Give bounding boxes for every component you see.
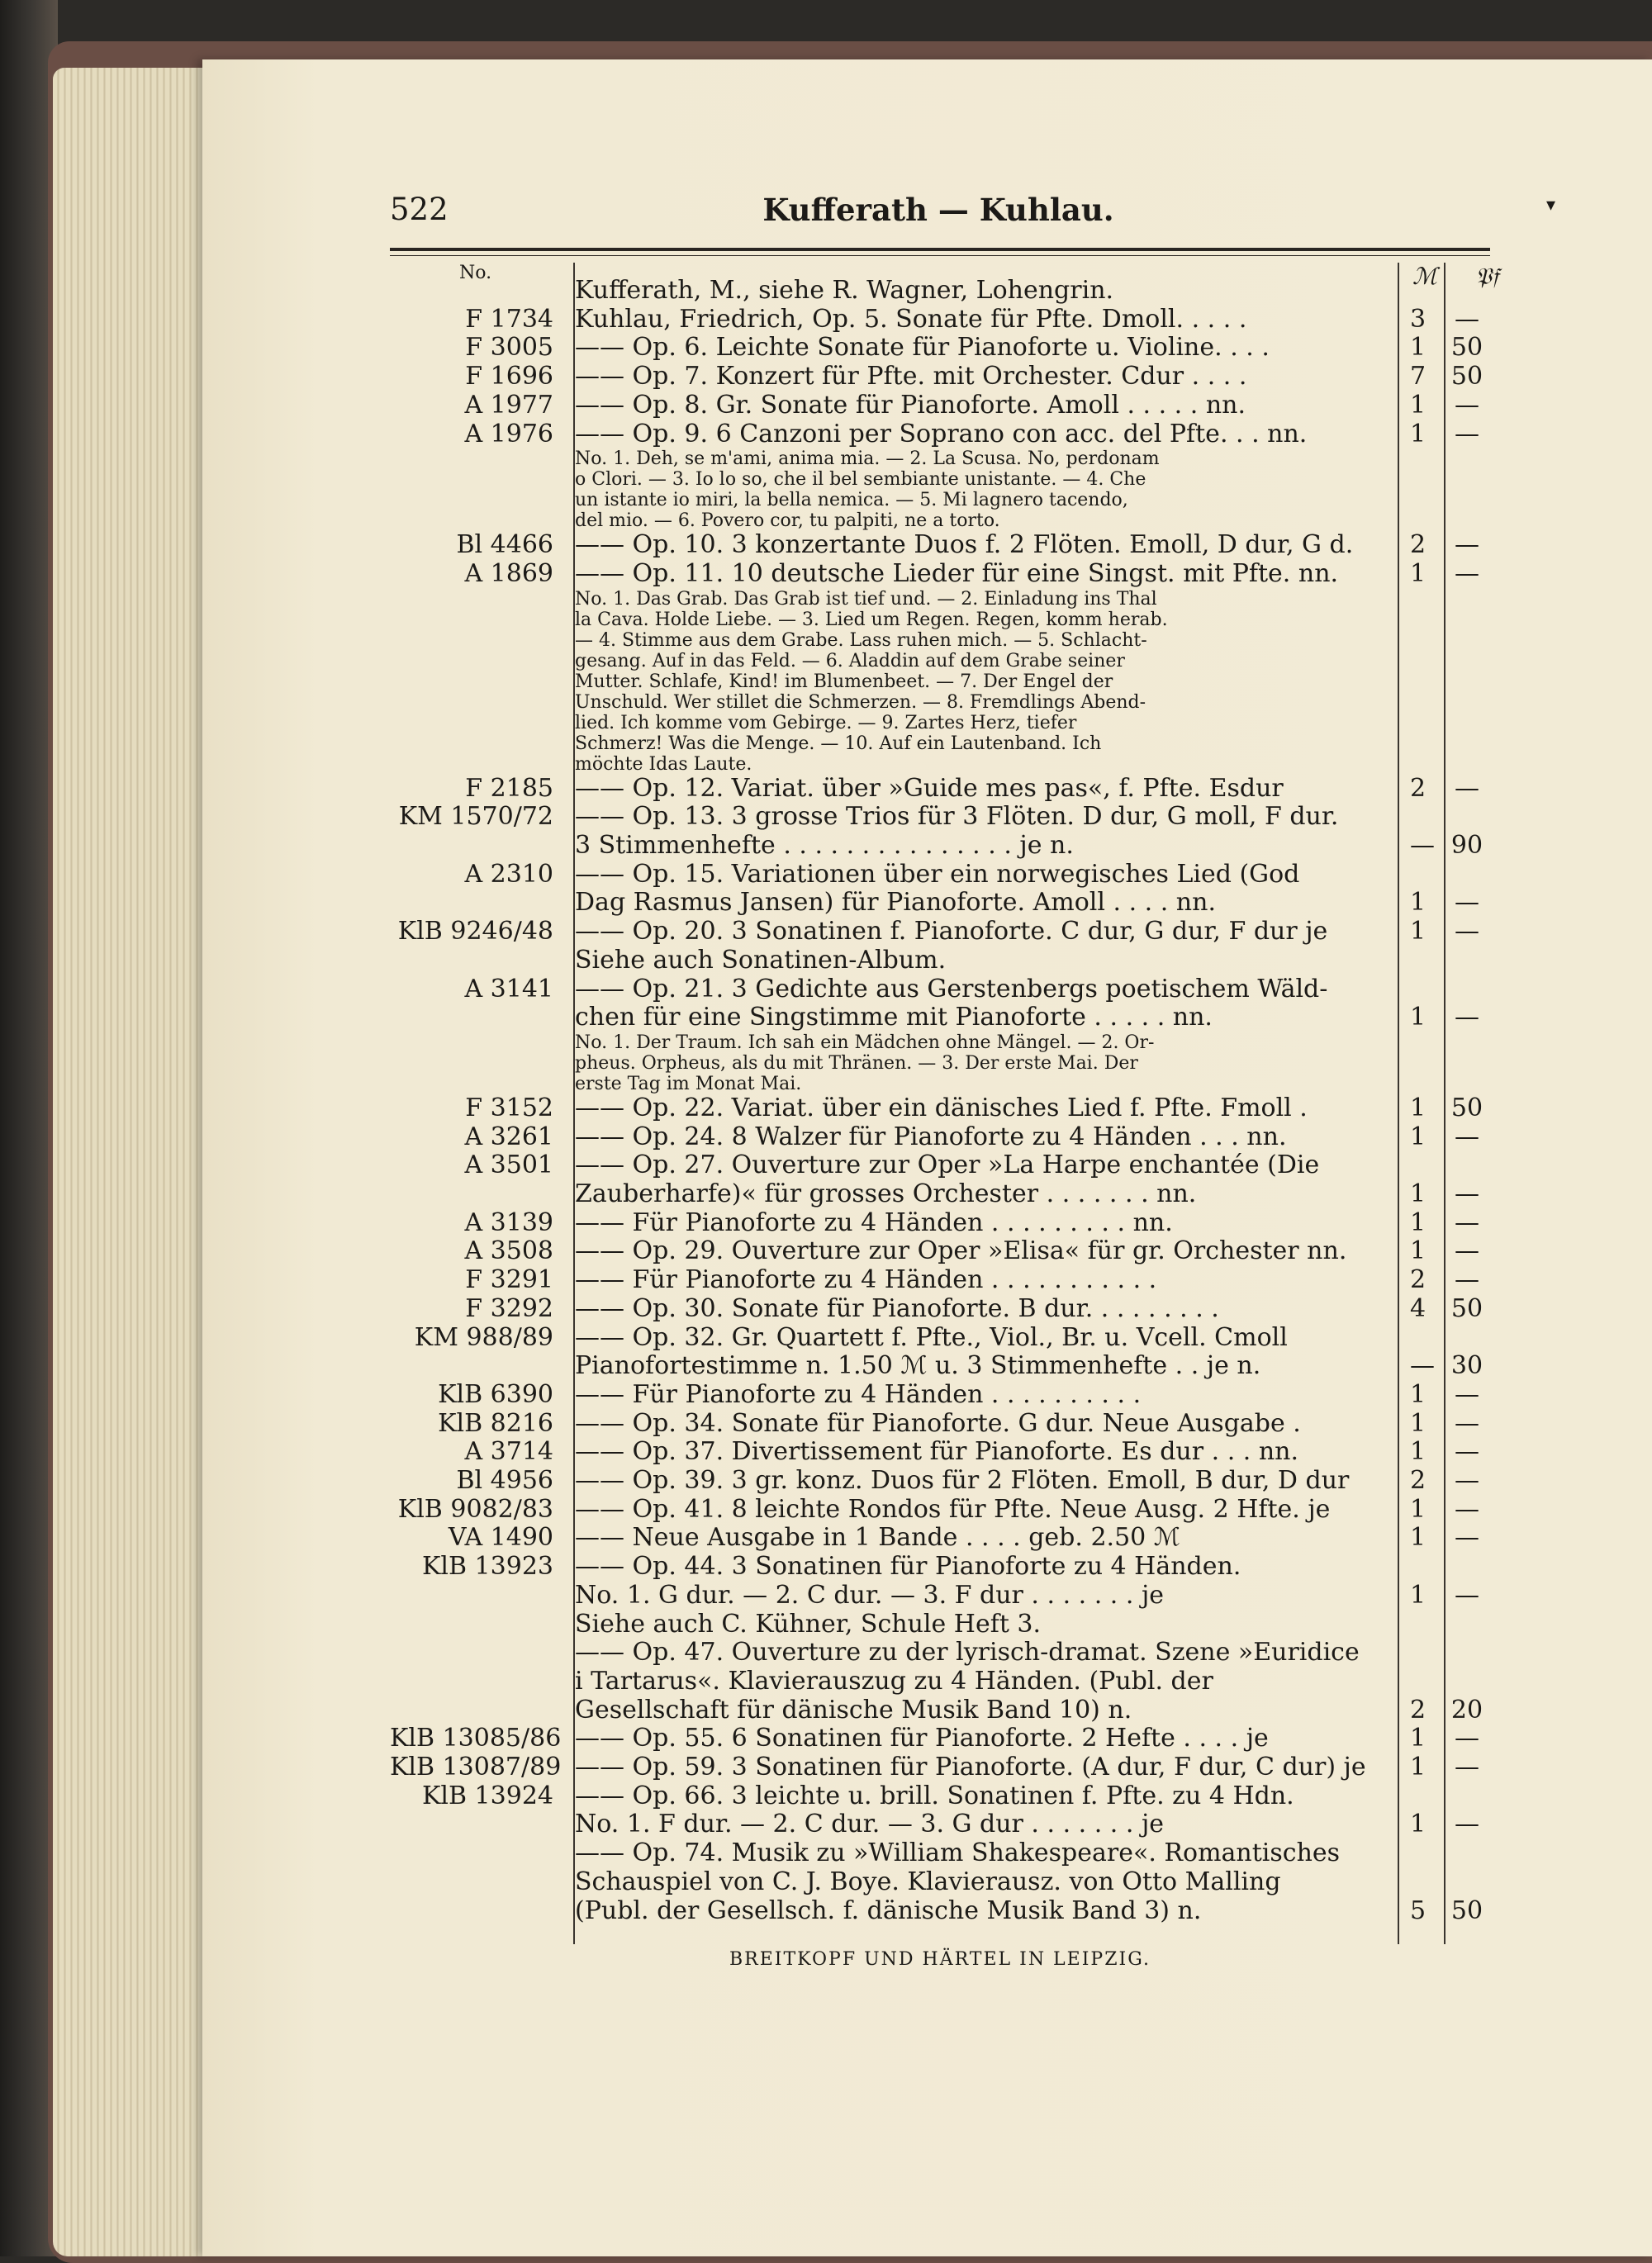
entry-text: —— Op. 21. 3 Gedichte aus Gerstenbergs poetischem Wäld- (575, 974, 1328, 1003)
catalog-line (390, 420, 1490, 449)
price-mark: 1 (1410, 1093, 1427, 1122)
entry-text: —— Op. 12. Variat. über »Guide mes pas«, f. Pfte. Esdur (575, 773, 1284, 803)
catalog-line (390, 490, 1490, 510)
entry-number: KlB 13085/86 (390, 1724, 562, 1753)
entry-text: Kufferath, M., siehe R. Wagner, Lohengrin. (575, 276, 1114, 305)
entry-text: —— Op. 59. 3 Sonatinen für Pianoforte. (A dur, F dur, C dur) je (575, 1753, 1366, 1781)
price-pfennig: — (1455, 1810, 1479, 1839)
entry-text: — 4. Stimme aus dem Grabe. Lass ruhen mich. — 5. Schlacht- (575, 629, 1147, 651)
entry-text: o Clori. — 3. Io lo so, che il bel sembiante unistante. — 4. Che (575, 469, 1146, 491)
price-pfennig: — (1455, 1724, 1479, 1753)
catalog-line (390, 1180, 1490, 1209)
catalog-line (390, 832, 1490, 861)
catalog-line (390, 946, 1490, 975)
entry-number: F 3005 (465, 333, 553, 363)
entry-text: la Cava. Holde Liebe. — 3. Lied um Regen. Regen, komm herab. (575, 609, 1168, 630)
entry-text: möchte Idas Laute. (575, 753, 752, 775)
entry-text: —— Op. 13. 3 grosse Trios für 3 Flöten. D dur, G moll, F dur. (575, 802, 1339, 832)
catalog-line (390, 775, 1490, 804)
catalog-line (390, 1753, 1490, 1782)
catalog-line (390, 589, 1490, 610)
entry-number: Bl 4956 (456, 1466, 553, 1495)
price-mark: 3 (1410, 304, 1427, 334)
price-pfennig: — (1455, 530, 1479, 560)
entry-number: A 3508 (464, 1236, 553, 1266)
catalog-line (390, 671, 1490, 692)
price-pfennig: — (1455, 390, 1479, 420)
price-mark: 1 (1410, 1810, 1427, 1839)
price-mark: 1 (1410, 1379, 1427, 1409)
catalog-line (390, 630, 1490, 651)
price-pfennig: — (1455, 1753, 1479, 1781)
catalog-line (390, 1524, 1490, 1553)
entry-number: F 2185 (465, 773, 553, 803)
entry-text: —— Op. 74. Musik zu »William Shakespeare«. Romantisches (575, 1838, 1341, 1868)
entry-number: F 3292 (465, 1293, 553, 1323)
catalog-line (390, 448, 1490, 469)
catalog-line (390, 1410, 1490, 1439)
price-pfennig: — (1455, 1179, 1479, 1208)
price-mark: 1 (1410, 333, 1427, 363)
price-mark: 2 (1410, 1265, 1427, 1295)
entry-text: —— Op. 55. 6 Sonatinen für Pianoforte. 2 Hefte . . . . je (575, 1724, 1269, 1753)
catalog-line (390, 1611, 1490, 1639)
entry-number: F 1696 (465, 362, 553, 391)
entry-text: —— Op. 22. Variat. über ein dänisches Lied f. Pfte. Fmoll . (575, 1093, 1308, 1122)
entry-text: —— Für Pianoforte zu 4 Händen . . . . . . . . . nn. (575, 1207, 1173, 1237)
price-pfennig: — (1455, 1466, 1479, 1495)
price-pfennig: — (1455, 1265, 1479, 1295)
entry-text: No. 1. Deh, se m'ami, anima mia. — 2. La Scusa. No, perdonam (575, 448, 1160, 470)
entry-number: KM 988/89 (414, 1322, 553, 1352)
catalog-line (390, 1094, 1490, 1123)
catalog-line (390, 1696, 1490, 1725)
price-pfennig: — (1455, 773, 1479, 803)
entry-text: —— Op. 34. Sonate für Pianoforte. G dur. Neue Ausgabe . (575, 1408, 1301, 1438)
catalog-line (390, 918, 1490, 946)
price-pfennig: — (1455, 1122, 1479, 1151)
entry-text: (Publ. der Gesellsch. f. dänische Musik Band 3) n. (575, 1895, 1202, 1925)
price-pfennig: — (1455, 419, 1479, 448)
catalog-line (390, 1839, 1490, 1868)
price-mark: 1 (1410, 1207, 1427, 1237)
column-head-pfennig: 𝔓𝔣 (1475, 263, 1499, 290)
entry-text: Zauberharfe)« für grosses Orchester . . . . . . . nn. (575, 1179, 1197, 1208)
catalog-line (390, 803, 1490, 832)
catalog-line (390, 1209, 1490, 1238)
entry-text: Gesellschaft für dänische Musik Band 10) n. (575, 1695, 1132, 1725)
entry-number: F 1734 (465, 304, 553, 334)
catalog-line (390, 1123, 1490, 1152)
entry-number: A 3261 (464, 1122, 553, 1151)
price-mark: 1 (1410, 888, 1427, 918)
entry-number: KlB 13087/89 (390, 1753, 562, 1781)
entry-text: No. 1. F dur. — 2. C dur. — 3. G dur . . . . . . . je (575, 1810, 1164, 1839)
entry-text: un istante io miri, la bella nemica. — 5. Mi lagnero tacendo, (575, 490, 1128, 511)
entry-number: A 1976 (464, 419, 553, 448)
entry-number: KM 1570/72 (398, 802, 553, 832)
header-rule-thin (390, 255, 1490, 256)
catalog-line (390, 1003, 1490, 1032)
price-mark: 1 (1410, 917, 1427, 946)
catalog-line (390, 1553, 1490, 1582)
catalog-line (390, 1782, 1490, 1811)
entry-text: erste Tag im Monat Mai. (575, 1073, 802, 1094)
entry-text: —— Op. 41. 8 leichte Rondos für Pfte. Neue Ausg. 2 Hfte. je (575, 1494, 1331, 1524)
entry-text: Schmerz! Was die Menge. — 10. Auf ein Lautenband. Ich (575, 733, 1102, 754)
entry-text: —— Op. 30. Sonate für Pianoforte. B dur. . . . . . . . . (575, 1293, 1219, 1323)
entry-number: A 2310 (464, 859, 553, 889)
catalog-line (390, 1897, 1490, 1926)
catalog-line (390, 1810, 1490, 1839)
entry-text: —— Für Pianoforte zu 4 Händen . . . . . . . . . . . (575, 1265, 1157, 1295)
entry-text: —— Op. 8. Gr. Sonate für Pianoforte. Amoll . . . . . nn. (575, 390, 1246, 420)
price-pfennig: 20 (1450, 1695, 1483, 1725)
price-pfennig: — (1455, 888, 1479, 918)
entry-number: A 3501 (464, 1150, 553, 1180)
price-mark: — (1410, 1351, 1435, 1381)
price-mark: 2 (1410, 530, 1427, 560)
catalog-line (390, 975, 1490, 1004)
price-pfennig: — (1455, 1379, 1479, 1409)
price-pfennig: — (1455, 1580, 1479, 1610)
entry-number: KlB 6390 (438, 1379, 553, 1409)
entry-text: —— Op. 27. Ouverture zur Oper »La Harpe enchantée (Die (575, 1150, 1320, 1180)
price-pfennig: 50 (1450, 1895, 1483, 1925)
entry-text: 3 Stimmenhefte . . . . . . . . . . . . . . . je n. (575, 831, 1074, 860)
entry-text: gesang. Auf in das Feld. — 6. Aladdin auf dem Grabe seiner (575, 650, 1125, 671)
catalog-line (390, 277, 1490, 306)
entry-text: i Tartarus«. Klavierauszug zu 4 Händen. (Publ. der (575, 1666, 1213, 1696)
price-pfennig: — (1455, 1207, 1479, 1237)
header-rule (390, 248, 1490, 251)
price-mark: 7 (1410, 362, 1427, 391)
entry-text: Siehe auch C. Kühner, Schule Heft 3. (575, 1609, 1042, 1639)
catalog-line (390, 531, 1490, 560)
entry-number: KlB 9082/83 (397, 1494, 553, 1524)
entry-text: Unschuld. Wer stillet die Schmerzen. — 8. Fremdlings Abend- (575, 691, 1146, 713)
entry-number: KlB 13924 (421, 1781, 553, 1810)
catalog-line (390, 1582, 1490, 1611)
entry-text: No. 1. Das Grab. Das Grab ist tief und. — 2. Einladung ins Thal (575, 588, 1157, 610)
catalog-line (390, 1074, 1490, 1094)
price-pfennig: 50 (1450, 1293, 1483, 1323)
catalog-line (390, 1639, 1490, 1668)
catalog-line (390, 1324, 1490, 1353)
catalog-line (390, 1496, 1490, 1525)
catalog-line (390, 1352, 1490, 1381)
entry-text: —— Op. 32. Gr. Quartett f. Pfte., Viol., Br. u. Vcell. Cmoll (575, 1322, 1288, 1352)
price-pfennig: 50 (1450, 333, 1483, 363)
entry-number: KlB 8216 (438, 1408, 553, 1438)
catalog-line (390, 334, 1490, 363)
price-mark: 1 (1410, 558, 1427, 588)
catalog-line (390, 1053, 1490, 1074)
catalog-line (390, 651, 1490, 671)
entry-text: —— Op. 15. Variationen über ein norwegisches Lied (God (575, 859, 1300, 889)
page-number: 522 (390, 192, 449, 227)
price-pfennig: — (1455, 304, 1479, 334)
catalog-line (390, 1266, 1490, 1295)
entry-number: A 3714 (464, 1437, 553, 1467)
price-mark: 1 (1410, 1523, 1427, 1553)
entry-text: Dag Rasmus Jansen) für Pianoforte. Amoll . . . . nn. (575, 888, 1216, 918)
catalog-line (390, 754, 1490, 775)
entry-text: No. 1. G dur. — 2. C dur. — 3. F dur . . . . . . . je (575, 1580, 1164, 1610)
entry-text: Mutter. Schlafe, Kind! im Blumenbeet. — 7. Der Engel der (575, 671, 1113, 692)
price-pfennig: — (1455, 1494, 1479, 1524)
entry-text: —— Op. 24. 8 Walzer für Pianoforte zu 4 Händen . . . nn. (575, 1122, 1287, 1151)
price-pfennig: 30 (1450, 1351, 1483, 1381)
catalog-line (390, 1868, 1490, 1897)
publisher-footer: BREITKOPF UND HÄRTEL IN LEIPZIG. (729, 1949, 1151, 1970)
price-mark: 1 (1410, 1122, 1427, 1151)
entry-text: —— Op. 10. 3 konzertante Duos f. 2 Flöten. Emoll, D dur, G d. (575, 530, 1354, 560)
catalog-line (390, 1237, 1490, 1266)
price-pfennig: — (1455, 1408, 1479, 1438)
price-mark: 1 (1410, 1179, 1427, 1208)
catalog-line (390, 1381, 1490, 1410)
catalog-line (390, 510, 1490, 531)
catalog-line (390, 391, 1490, 420)
entry-text: Siehe auch Sonatinen-Album. (575, 945, 947, 975)
entry-text: —— Op. 11. 10 deutsche Lieder für eine Singst. mit Pfte. nn. (575, 558, 1339, 588)
price-pfennig: — (1455, 1003, 1479, 1032)
price-mark: 1 (1410, 1753, 1427, 1781)
entry-number: A 1977 (464, 390, 553, 420)
entry-text: —— Op. 37. Divertissement für Pianoforte. Es dur . . . nn. (575, 1437, 1299, 1467)
entry-text: —— Op. 29. Ouverture zur Oper »Elisa« für gr. Orchester nn. (575, 1236, 1347, 1266)
entry-text: —— Op. 47. Ouverture zu der lyrisch-dramat. Szene »Euridice (575, 1638, 1360, 1668)
catalog-line (390, 1668, 1490, 1696)
catalog-line (390, 560, 1490, 589)
price-pfennig: — (1455, 917, 1479, 946)
entry-text: —— Op. 66. 3 leichte u. brill. Sonatinen f. Pfte. zu 4 Hdn. (575, 1781, 1294, 1810)
catalog-line (390, 889, 1490, 918)
price-mark: — (1410, 831, 1435, 860)
entry-number: VA 1490 (448, 1523, 553, 1553)
entry-text: —— Op. 6. Leichte Sonate für Pianoforte u. Violine. . . . (575, 333, 1270, 363)
price-mark: 2 (1410, 1466, 1427, 1495)
price-pfennig: — (1455, 1437, 1479, 1467)
entry-number: A 3139 (464, 1207, 553, 1237)
entry-text: —— Neue Ausgabe in 1 Bande . . . . geb. 2.50 ℳ (575, 1523, 1180, 1553)
running-title: Kufferath — Kuhlau. (762, 192, 1114, 228)
entry-text: —— Für Pianoforte zu 4 Händen . . . . . . . . . . (575, 1379, 1142, 1409)
catalog-line (390, 861, 1490, 890)
catalog-line (390, 733, 1490, 754)
entry-text: No. 1. Der Traum. Ich sah ein Mädchen ohne Mängel. — 2. Or- (575, 1032, 1155, 1053)
catalog-line (390, 469, 1490, 490)
price-mark: 1 (1410, 1236, 1427, 1266)
entry-number: F 3152 (465, 1093, 553, 1122)
entry-number: Bl 4466 (456, 530, 553, 560)
entry-number: A 1869 (464, 558, 553, 588)
price-pfennig: — (1455, 558, 1479, 588)
entry-text: Pianofortestimme n. 1.50 ℳ u. 3 Stimmenhefte . . je n. (575, 1351, 1261, 1381)
catalog-line (390, 1725, 1490, 1753)
column-head-mark: ℳ (1412, 263, 1437, 290)
catalog-line (390, 306, 1490, 334)
entry-text: —— Op. 44. 3 Sonatinen für Pianoforte zu 4 Händen. (575, 1552, 1241, 1582)
entry-number: KlB 9246/48 (397, 917, 553, 946)
entry-number: KlB 13923 (421, 1552, 553, 1582)
price-pfennig: — (1455, 1236, 1479, 1266)
catalog-line (390, 610, 1490, 630)
price-mark: 1 (1410, 1003, 1427, 1032)
price-pfennig: 50 (1450, 1093, 1483, 1122)
column-head-number: No. (459, 263, 492, 283)
catalog-line (390, 1438, 1490, 1467)
entry-text: pheus. Orpheus, als du mit Thränen. — 3. Der erste Mai. Der (575, 1052, 1138, 1074)
entry-number: A 3141 (464, 974, 553, 1003)
price-mark: 1 (1410, 390, 1427, 420)
entry-text: del mio. — 6. Povero cor, tu palpiti, ne a torto. (575, 510, 1000, 532)
price-mark: 1 (1410, 1580, 1427, 1610)
price-pfennig: 50 (1450, 362, 1483, 391)
catalog-line (390, 1467, 1490, 1496)
entry-text: —— Op. 39. 3 gr. konz. Duos für 2 Flöten. Emoll, B dur, D dur (575, 1466, 1350, 1495)
price-mark: 1 (1410, 1724, 1427, 1753)
entry-text: lied. Ich komme vom Gebirge. — 9. Zartes Herz, tiefer (575, 712, 1077, 733)
price-mark: 2 (1410, 773, 1427, 803)
price-mark: 1 (1410, 1437, 1427, 1467)
price-mark: 5 (1410, 1895, 1427, 1925)
page-header (390, 192, 1487, 233)
catalog-line (390, 692, 1490, 713)
price-mark: 1 (1410, 1408, 1427, 1438)
catalog-line (390, 1295, 1490, 1324)
catalog-line (390, 363, 1490, 391)
catalog-line (390, 713, 1490, 733)
price-mark: 4 (1410, 1293, 1427, 1323)
price-mark: 1 (1410, 419, 1427, 448)
entry-number: F 3291 (465, 1265, 553, 1295)
ink-mark: ▾ (1546, 195, 1556, 216)
entry-text: chen für eine Singstimme mit Pianoforte . . . . . nn. (575, 1003, 1213, 1032)
price-mark: 2 (1410, 1695, 1427, 1725)
price-pfennig: 90 (1450, 831, 1483, 860)
price-mark: 1 (1410, 1494, 1427, 1524)
entry-text: —— Op. 20. 3 Sonatinen f. Pianoforte. C dur, G dur, F dur je (575, 917, 1328, 946)
catalog-line (390, 1032, 1490, 1053)
entry-text: —— Op. 9. 6 Canzoni per Soprano con acc. del Pfte. . . nn. (575, 419, 1308, 448)
entry-text: Schauspiel von C. J. Boye. Klavierausz. von Otto Malling (575, 1867, 1281, 1896)
catalog-line (390, 1151, 1490, 1180)
entry-text: —— Op. 7. Konzert für Pfte. mit Orchester. Cdur . . . . (575, 362, 1247, 391)
price-pfennig: — (1455, 1523, 1479, 1553)
entry-text: Kuhlau, Friedrich, Op. 5. Sonate für Pfte. Dmoll. . . . . (575, 304, 1247, 334)
